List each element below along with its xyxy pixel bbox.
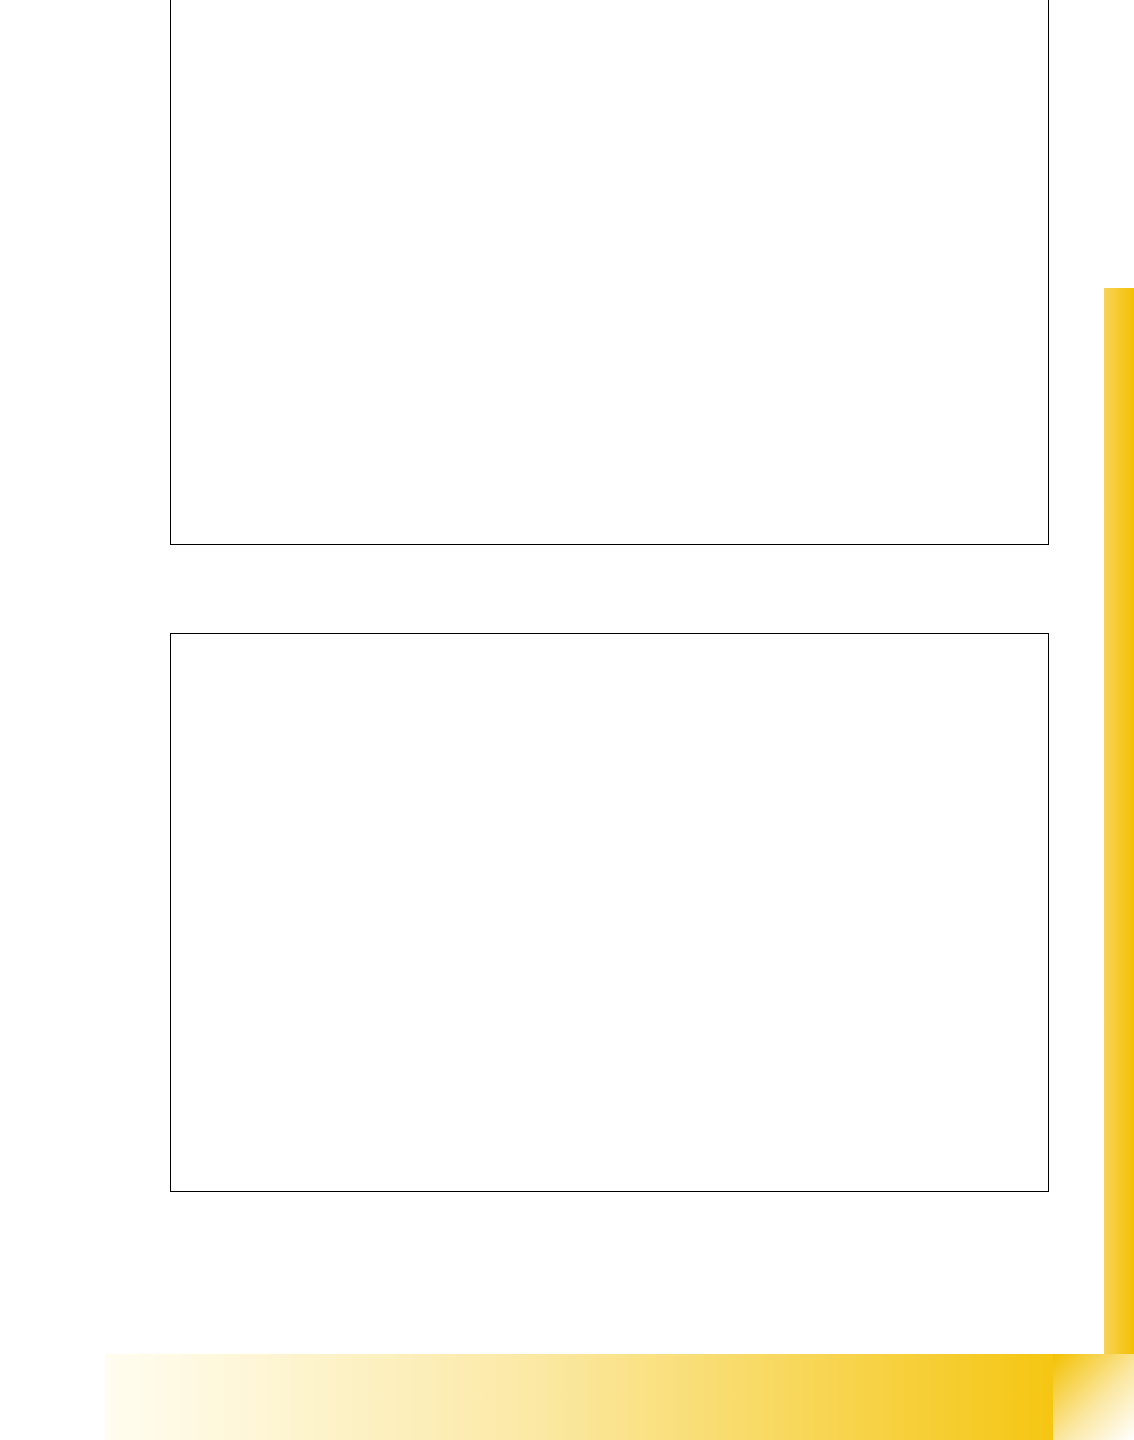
decorative-corner	[1053, 1354, 1134, 1440]
decorative-side-bar	[1104, 288, 1134, 1356]
decorative-bottom-bar	[105, 1354, 1053, 1440]
